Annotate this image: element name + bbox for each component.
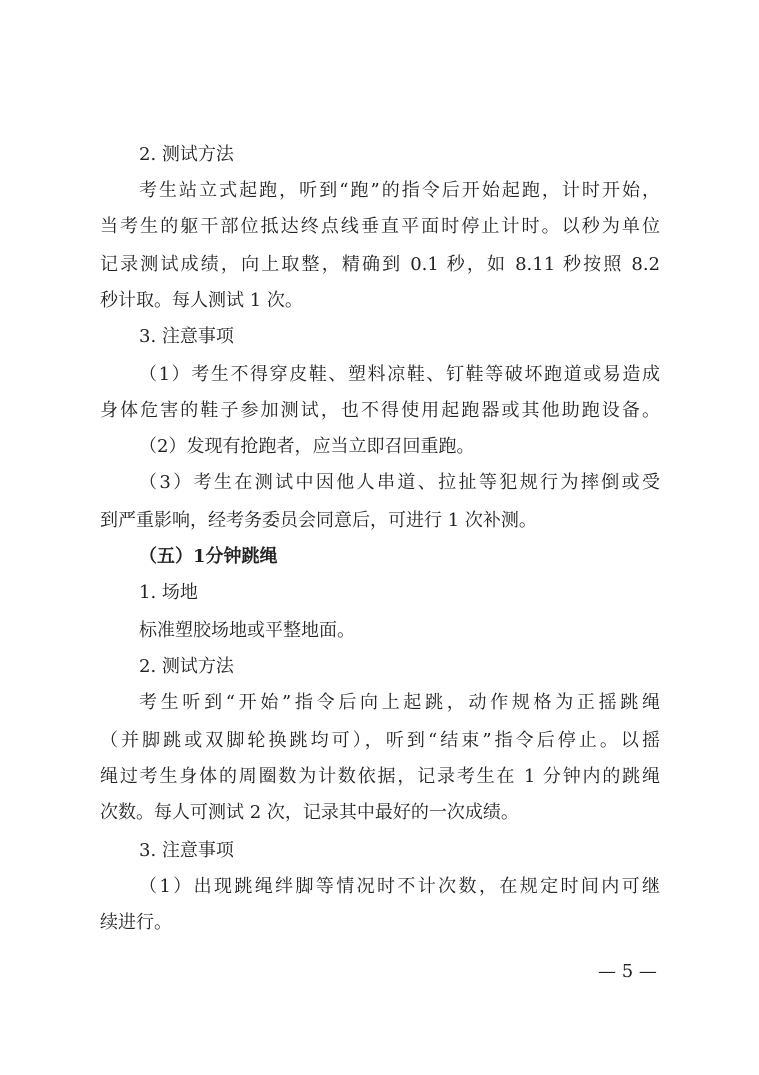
paragraph-line: 记录测试成绩，向上取整，精确到 0.1 秒，如 8.11 秒按照 8.2: [100, 254, 660, 275]
paragraph-line: 身体危害的鞋子参加测试，也不得使用起跑器或其他助跑设备。: [100, 400, 660, 421]
section-heading-jump-rope: （五）1分钟跳绳: [139, 546, 278, 567]
paragraph-line: 考生听到“开始”指令后向上起跳，动作规格为正摇跳绳: [139, 692, 660, 713]
paragraph-line: 标准塑胶场地或平整地面。: [139, 620, 355, 641]
heading-test-method: 2. 测试方法: [139, 656, 234, 677]
paragraph-line: 当考生的躯干部位抵达终点线垂直平面时停止计时。以秒为单位: [100, 216, 660, 237]
paragraph-line: （并脚跳或双脚轮换跳均可），听到“结束”指令后停止。以摇: [100, 730, 660, 751]
heading-venue: 1. 场地: [139, 582, 198, 603]
paragraph-line: 秒计取。每人测试 1 次。: [100, 290, 303, 311]
heading-notes: 3. 注意事项: [139, 840, 234, 861]
paragraph-line: 到严重影响，经考务委员会同意后，可进行 1 次补测。: [100, 510, 537, 531]
paragraph-line: 次数。每人可测试 2 次，记录其中最好的一次成绩。: [100, 802, 519, 823]
paragraph-line: （2）发现有抢跑者，应当立即召回重跑。: [139, 436, 475, 457]
paragraph-line: （3）考生在测试中因他人串道、拉扯等犯规行为摔倒或受: [139, 472, 660, 493]
paragraph-line: 考生站立式起跑，听到“跑”的指令后开始起跑，计时开始，: [139, 180, 660, 201]
paragraph-line: （1）出现跳绳绊脚等情况时不计次数，在规定时间内可继: [139, 876, 660, 897]
page-number: — 5 —: [598, 961, 657, 982]
heading-test-method: 2. 测试方法: [139, 144, 234, 165]
paragraph-line: 续进行。: [100, 912, 172, 933]
heading-notes: 3. 注意事项: [139, 326, 234, 347]
paragraph-line: （1）考生不得穿皮鞋、塑料凉鞋、钉鞋等破坏跑道或易造成: [139, 364, 660, 385]
paragraph-line: 绳过考生身体的周圈数为计数依据，记录考生在 1 分钟内的跳绳: [100, 766, 660, 787]
